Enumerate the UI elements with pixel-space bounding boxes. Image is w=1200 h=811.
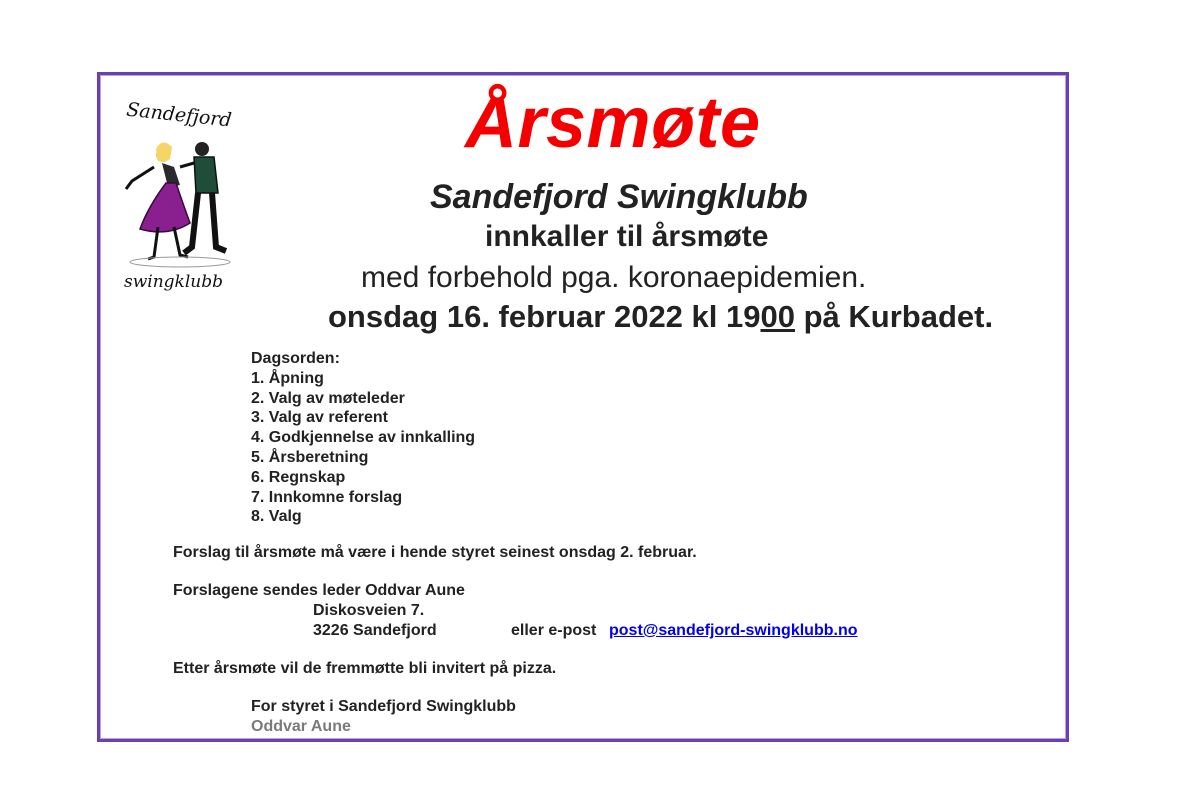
proposal-deadline: Forslag til årsmøte må være i hende styret seinest onsdag 2. februar. [173,544,697,561]
proposal-recipient: Forslagene sendes leder Oddvar Aune [173,582,465,599]
agenda-item: 5. Årsberetning [251,448,369,466]
agenda-list [251,369,475,527]
club-name: Sandefjord Swingklubb [430,178,808,216]
invite-line: innkaller til årsmøte [485,220,769,253]
reservation-line: med forbehold pga. koronaepidemien. [361,261,867,294]
pizza-note: Etter årsmøte vil de fremmøtte bli invitert på pizza. [173,660,557,677]
address-street: Diskosveien 7. [313,602,425,619]
agenda-item: 8. Valg [251,508,302,526]
address-city: 3226 Sandefjord [313,622,437,639]
agenda-heading: Dagsorden: [251,350,340,367]
agenda-item: 6. Regnskap [251,468,346,486]
email-link[interactable]: post@sandefjord-swingklubb.no [609,622,858,639]
agenda-item: 3. Valg av referent [251,409,388,427]
meeting-datetime [328,299,993,335]
agenda-item: 7. Innkomne forslag [251,488,403,506]
club-logo [118,97,253,297]
agenda [251,349,475,527]
email-label: eller e-post [511,622,597,639]
swing-dancers-icon [118,97,253,297]
logo-bottom-text: swingklubb [124,272,223,292]
datetime-prefix: onsdag 16. februar 2022 kl 19 [328,299,761,334]
datetime-suffix: på Kurbadet. [794,299,994,334]
signature-name: Oddvar Aune [251,718,351,735]
agenda-item: 2. Valg av møteleder [251,389,405,407]
datetime-minutes: 00 [760,299,795,334]
agenda-item: 1. Åpning [251,369,324,387]
page-title: Årsmøte [465,83,761,163]
notice-frame [97,72,1069,742]
logo-top-text: Sandefjord [125,98,233,132]
agenda-item: 4. Godkjennelse av innkalling [251,429,476,447]
signature-board: For styret i Sandefjord Swingklubb [251,698,516,715]
